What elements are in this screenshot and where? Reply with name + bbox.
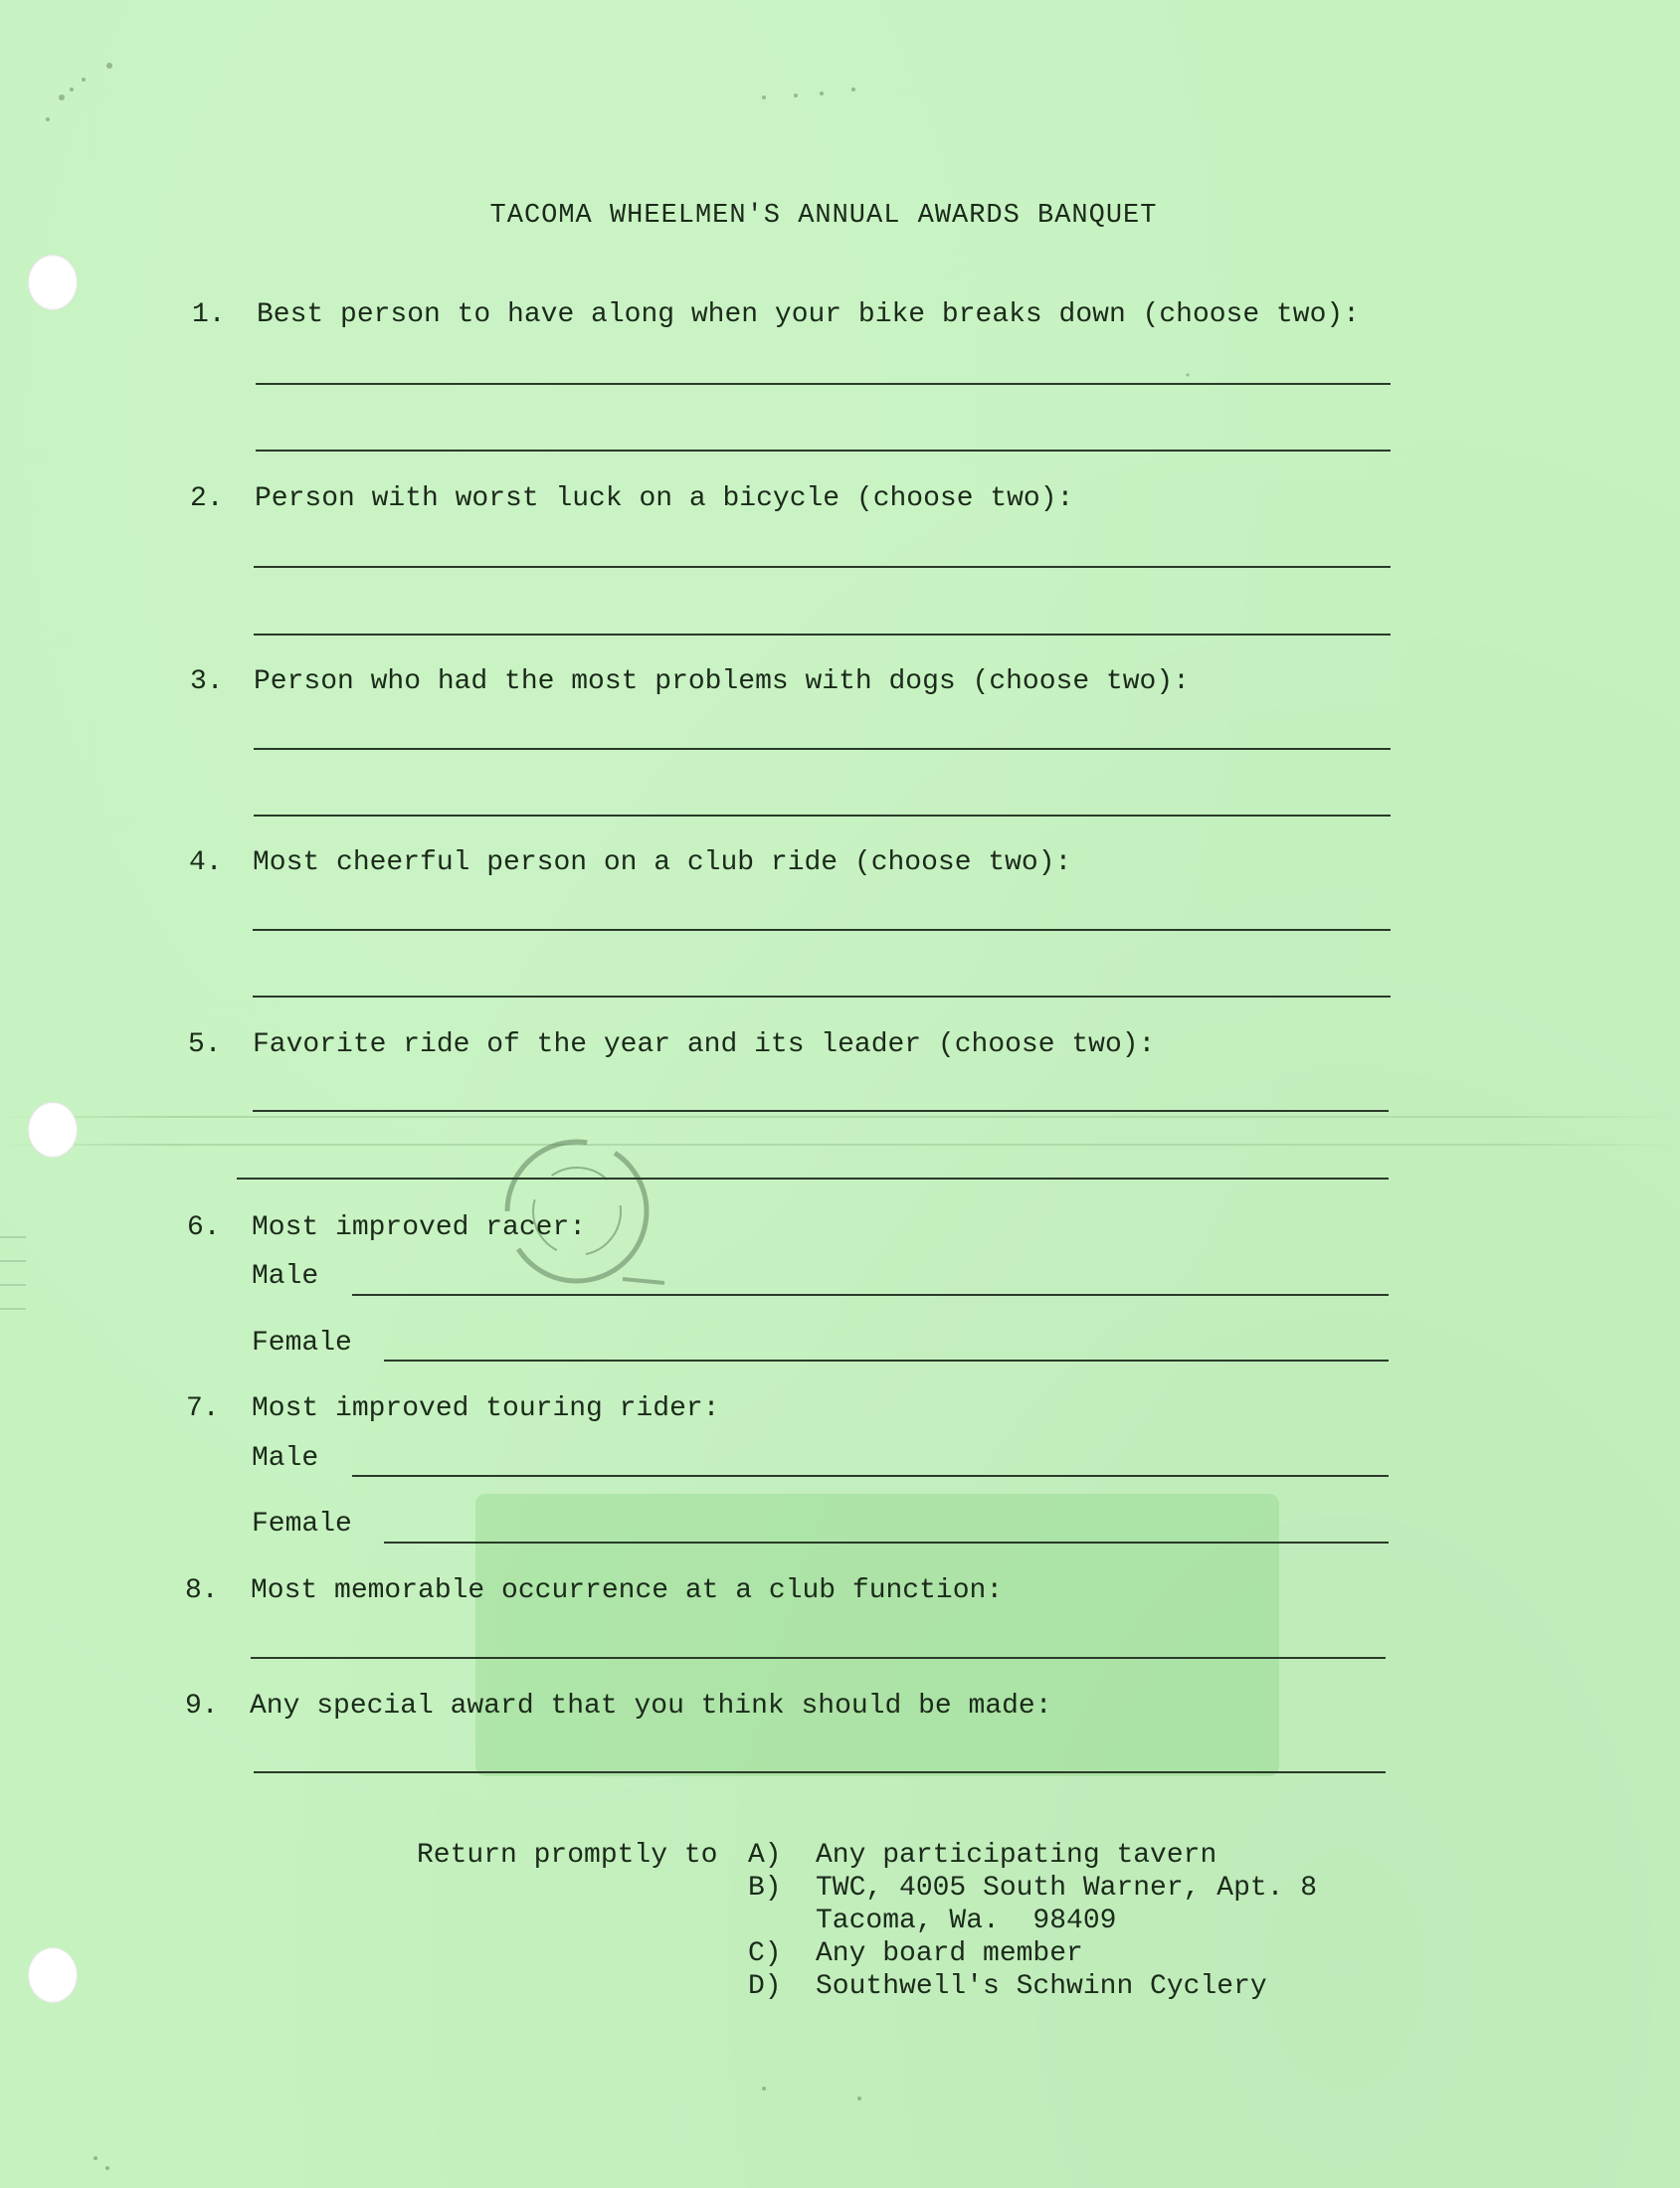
answer-line[interactable] [253,1110,1389,1112]
female-answer-line[interactable] [384,1542,1389,1544]
question-number: 6. [187,1212,221,1243]
female-answer-line[interactable] [384,1360,1389,1362]
question-text: Best person to have along when your bike breaks down (choose two): [257,299,1360,330]
return-option-text: Any board member [816,1938,1083,1969]
return-option-letter: C) [748,1938,782,1969]
answer-line[interactable] [253,996,1391,998]
answer-line[interactable] [253,929,1391,931]
answer-line[interactable] [254,566,1391,568]
question-number: 8. [185,1575,219,1606]
female-label: Female [252,1509,352,1540]
question-text: Most improved racer: [252,1212,587,1243]
answer-line[interactable] [254,1771,1386,1773]
question-number: 3. [190,666,224,697]
male-label: Male [252,1443,319,1474]
answer-line[interactable] [256,383,1391,385]
answer-line[interactable] [254,815,1391,817]
return-option-letter: A) [748,1840,782,1871]
male-answer-line[interactable] [352,1475,1389,1477]
form-title: TACOMA WHEELMEN'S ANNUAL AWARDS BANQUET [489,201,1158,231]
question-text: Person who had the most problems with dogs (choose two): [254,666,1190,697]
answer-line[interactable] [254,748,1391,750]
return-option-text: TWC, 4005 South Warner, Apt. 8 [816,1873,1318,1904]
question-text: Most memorable occurrence at a club function: [251,1575,1004,1606]
return-option-text: Tacoma, Wa. 98409 [816,1906,1117,1936]
return-option-text: Southwell's Schwinn Cyclery [816,1971,1267,2002]
question-text: Most cheerful person on a club ride (choose two): [253,847,1072,878]
answer-line[interactable] [251,1657,1386,1659]
female-label: Female [252,1328,352,1359]
question-text: Any special award that you think should be made: [250,1691,1052,1722]
male-label: Male [252,1261,319,1292]
return-option-letter: B) [748,1873,782,1904]
answer-line[interactable] [237,1178,1389,1180]
answer-line[interactable] [256,450,1391,452]
return-option-letter: D) [748,1971,782,2002]
return-label: Return promptly to [417,1840,718,1871]
question-number: 9. [185,1691,219,1722]
question-text: Most improved touring rider: [252,1393,720,1424]
question-number: 4. [189,847,223,878]
question-text: Favorite ride of the year and its leader (choose two): [253,1029,1156,1060]
question-number: 2. [190,483,224,514]
question-number: 1. [192,299,226,330]
question-text: Person with worst luck on a bicycle (choose two): [255,483,1074,514]
answer-line[interactable] [254,634,1391,636]
male-answer-line[interactable] [352,1294,1389,1296]
return-option-text: Any participating tavern [816,1840,1217,1871]
question-number: 7. [186,1393,220,1424]
question-number: 5. [188,1029,222,1060]
